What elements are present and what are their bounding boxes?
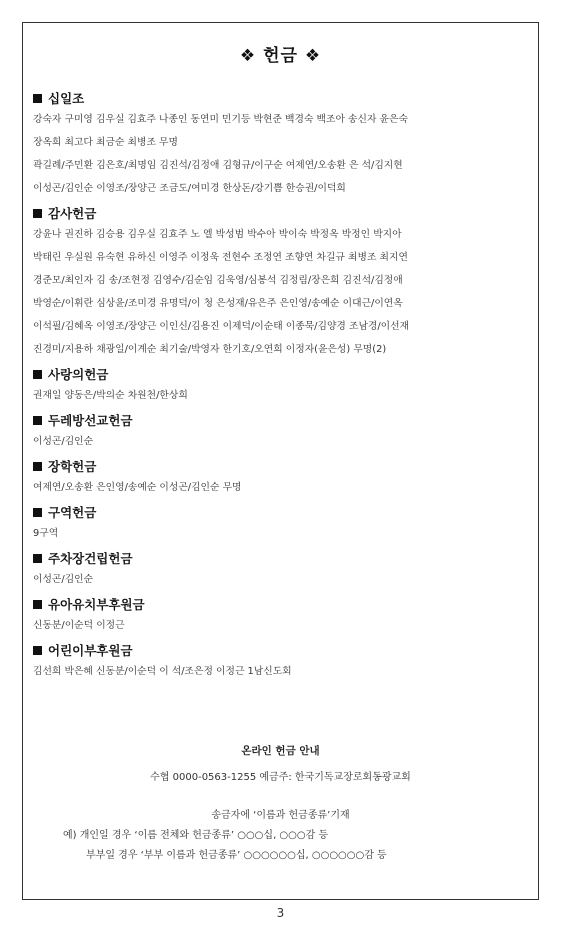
page-number: 3 (276, 906, 285, 920)
name-line: 강윤나 권진하 김승용 김우실 김효주 노 엘 박성범 박수아 박이숙 박정옥 박정인 박지아 (33, 229, 402, 240)
section-lines (33, 223, 530, 361)
section-parking (33, 549, 530, 591)
section-heading: 장학헌금 (33, 457, 530, 476)
square-bullet-icon (33, 370, 42, 379)
section-heading: 유아유치부후원금 (33, 595, 530, 614)
section-district (33, 503, 530, 545)
section-children (33, 641, 530, 683)
section-lines (33, 614, 530, 637)
name-line: 권재일 양동은/박의순 차원천/한상희 (33, 390, 188, 401)
guide-title: 온라인 헌금 안내 (241, 745, 320, 757)
section-tithe (33, 89, 530, 200)
online-offering-guide (23, 743, 538, 866)
section-heading: 감사헌금 (33, 204, 530, 223)
section-scholarship (33, 457, 530, 499)
section-lines (33, 108, 530, 200)
name-line: 박태린 우실원 유숙현 유하신 이영주 이정욱 전현수 조정연 조향연 차길규 최병조 최지연 (33, 252, 408, 263)
square-bullet-icon (33, 462, 42, 471)
name-line: 신동분/이순덕 이정근 (33, 620, 125, 631)
section-thanksgiving (33, 204, 530, 361)
name-line: 박영순/이휘란 심상윤/조미경 유명덕/이 청 은성재/유은주 은인영/송예순 이대근/이연옥 (33, 298, 403, 309)
name-line: 곽길례/주민환 김은호/최명임 김진석/김정애 김형규/이구순 여제연/오송환 은 석/김지현 (33, 160, 403, 171)
name-line: 진경미/지용하 채광일/이계순 최기술/박영자 한기호/오연희 이정자(윤은성) 무명(2) (33, 344, 387, 355)
section-love-offering (33, 365, 530, 407)
section-heading: 주차장건립헌금 (33, 549, 530, 568)
name-line: 여제연/오송환 은인영/송예순 이성곤/김인순 무명 (33, 482, 242, 493)
square-bullet-icon (33, 94, 42, 103)
section-lines (33, 568, 530, 591)
name-line: 이석필/김혜옥 이영조/장양근 이인신/김용진 이제덕/이순태 이종묵/김양경 조남경/이선재 (33, 321, 410, 332)
name-line: 경준모/최인자 김 송/조현정 김영수/김순임 김욱영/심봉석 김정림/장은희 김진석/김정애 (33, 275, 403, 286)
offering-list (33, 85, 530, 683)
square-bullet-icon (33, 508, 42, 517)
square-bullet-icon (33, 646, 42, 655)
square-bullet-icon (33, 416, 42, 425)
section-lines (33, 660, 530, 683)
section-lines (33, 522, 530, 545)
square-bullet-icon (33, 600, 42, 609)
name-line: 장옥희 최고다 최금순 최병조 무명 (33, 137, 178, 148)
section-lines (33, 430, 530, 453)
name-line: 김선희 박은혜 신동분/이순덕 이 석/조은정 이정근 1남신도회 (33, 666, 292, 677)
square-bullet-icon (33, 554, 42, 563)
name-line: 이성곤/김인순 이영조/장양근 조금도/여미경 한상돈/강기쁨 한승권/이덕희 (33, 183, 346, 194)
bank-account: 수협 0000-0563-1255 예금주: 한국기독교장로회동광교회 (150, 772, 411, 783)
section-heading: 어린이부후원금 (33, 641, 530, 660)
section-lines (33, 384, 530, 407)
page-frame (22, 22, 539, 900)
name-line: 이성곤/김인순 (33, 574, 94, 585)
name-line: 이성곤/김인순 (33, 436, 94, 447)
section-heading: 십일조 (33, 89, 530, 108)
name-line: 9구역 (33, 528, 59, 539)
square-bullet-icon (33, 209, 42, 218)
section-kindergarten (33, 595, 530, 637)
section-mission (33, 411, 530, 453)
page-title: ❖ 헌금 ❖ (239, 46, 322, 66)
guide-example-individual: 예) 개인일 경우 ‘이름 전체와 헌금종류’ ○○○십, ○○○감 등 (63, 830, 329, 841)
guide-note: 송금자에 ‘이름과 헌금종류’기재 (211, 810, 350, 821)
section-heading: 두레방선교헌금 (33, 411, 530, 430)
section-heading: 사랑의헌금 (33, 365, 530, 384)
section-heading: 구역헌금 (33, 503, 530, 522)
section-lines (33, 476, 530, 499)
guide-example-couple: 부부일 경우 ‘부부 이름과 헌금종류’ ○○○○○○십, ○○○○○○감 등 (86, 850, 387, 861)
name-line: 강숙자 구미영 김우실 김효주 나종인 동연미 민기등 박현준 백경숙 백조아 송신자 윤은숙 (33, 114, 408, 125)
